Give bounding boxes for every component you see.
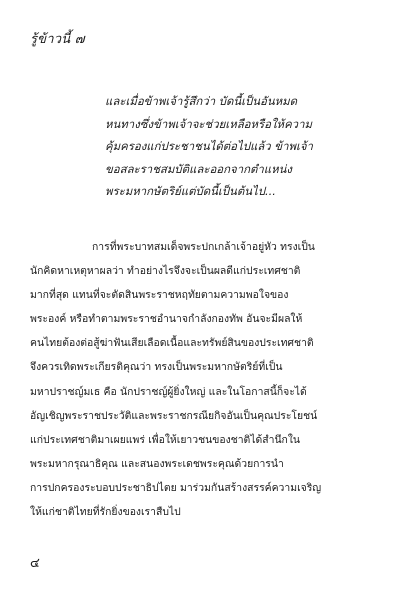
royal-abdication-quote (105, 90, 395, 203)
body-line: การปกครองระบอบประชาธิปไตย มาร่วมกันสร้างสรรค์ความเจริญ (30, 481, 322, 494)
body-line: การที่พระบาทสมเด็จพระปกเกล้าเจ้าอยู่หัว ทรงเป็น (92, 241, 315, 253)
body-line: มากที่สุด แทนที่จะตัดสินพระราชหฤทัยตามความพอใจของ (30, 289, 289, 302)
body-line: มหาปราชญ์มเธ คือ นักปราชญ์ผู้ยิ่งใหญ่ และในโอกาสนี้ก็จะได้ (30, 385, 307, 398)
quote-line: และเมื่อข้าพเจ้ารู้สึกว่า บัดนี้เป็นอันหมด (105, 94, 298, 108)
body-line: แก่ประเทศชาติมาเผยแพร่ เพื่อให้เยาวชนของชาติได้สำนึกใน (30, 433, 301, 446)
body-line: อัญเชิญพระราชประวัติและพระราชกรณียกิจอันเป็นคุณประโยชน์ (30, 409, 318, 422)
page-number: ๔ (30, 556, 40, 571)
body-line: ให้แก่ชาติไทยที่รักยิ่งของเราสืบไป (30, 506, 181, 519)
body-line: พระองค์ หรือทำตามพระราชอำนาจกำลังกองทัพ อันจะมีผลให้ (30, 313, 303, 326)
body-line: คนไทยต้องต่อสู้ฆ่าฟันเสียเลือดเนื้อและทรัพย์สินของประเทศชาติ (30, 337, 314, 350)
quote-line: คุ้มครองแก่ประชาชนได้ต่อไปแล้ว ข้าพเจ้า (105, 139, 313, 154)
running-header: รู้ข้าวนี้ ๗ (30, 32, 85, 47)
body-line: นักคิดหาเหตุหาผลว่า ทำอย่างไรจึงจะเป็นผลดีแก่ประเทศชาติ (30, 265, 301, 278)
quote-line: ขอสละราชสมบัติและออกจากตำแหน่ง (105, 161, 292, 176)
quote-line: หนทางซึ่งข้าพเจ้าจะช่วยเหลือหรือให้ความ (105, 116, 312, 131)
body-paragraph (30, 235, 390, 524)
quote-line: พระมหากษัตริย์แต่บัดนี้เป็นต้นไป... (105, 184, 276, 199)
body-line: จึงควรเทิดพระเกียรติคุณว่า ทรงเป็นพระมหากษัตริย์ที่เป็น (30, 361, 283, 374)
body-line: พระมหากรุณาธิคุณ และสนองพระเดชพระคุณด้วยการนำ (30, 457, 284, 470)
